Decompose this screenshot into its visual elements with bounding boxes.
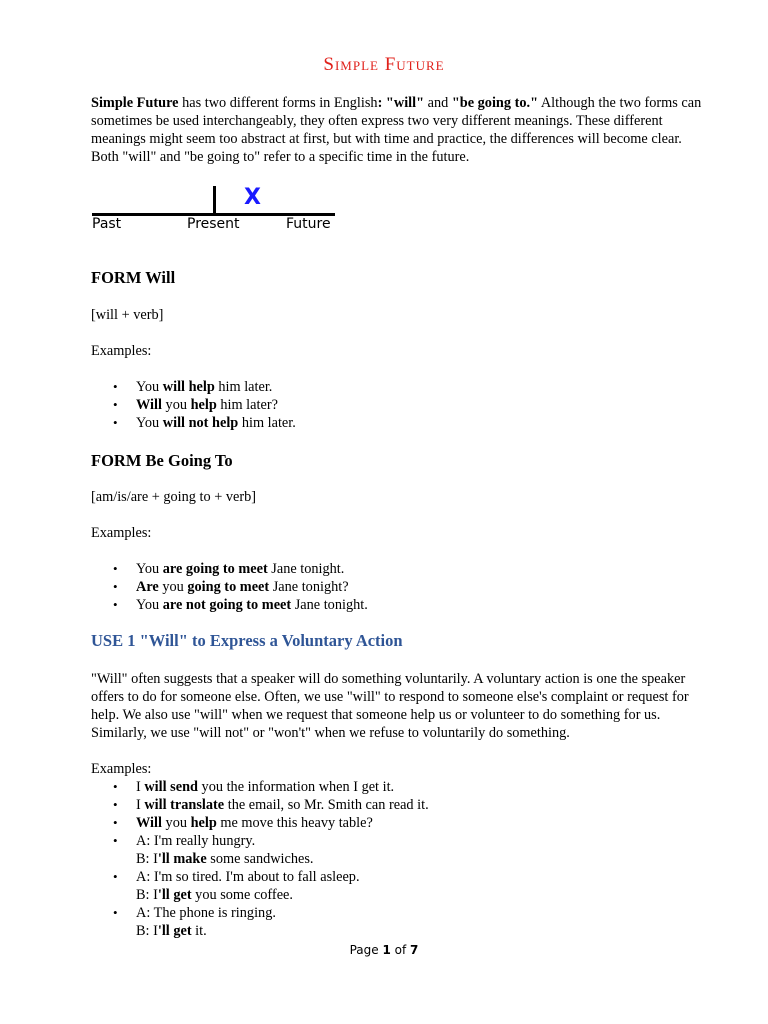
of-word: of <box>390 943 411 957</box>
bold-text: Will <box>136 397 162 413</box>
form-will-examples <box>91 378 296 432</box>
current-page: 1 <box>382 943 391 957</box>
form-going-formula: [am/is/are + going to + verb] <box>91 489 257 505</box>
text-run: you <box>161 815 191 831</box>
bullet-icon: • <box>113 833 118 848</box>
timeline-diagram <box>92 182 342 242</box>
bullet-icon: • <box>113 397 118 412</box>
timeline-future-label: Future <box>286 216 331 232</box>
example-line <box>136 796 429 814</box>
bullet-icon: • <box>113 597 118 612</box>
list-item <box>91 378 296 396</box>
text-run: You <box>136 561 163 577</box>
list-item <box>91 596 368 614</box>
bullet-icon: • <box>113 905 118 920</box>
bullet-icon: • <box>113 579 118 594</box>
intro-paragraph <box>91 94 711 166</box>
example-line <box>136 814 429 832</box>
bold-text: Will <box>136 815 162 831</box>
bold-text: 'll make <box>157 851 207 867</box>
bold-text: will not help <box>162 415 239 431</box>
list-item <box>91 814 429 832</box>
text-run: Jane tonight? <box>269 579 349 595</box>
text-run: You <box>136 379 163 395</box>
bold-text: going to meet <box>187 579 270 595</box>
bold-text: 'll get <box>157 887 192 903</box>
text-run: you the information when I get it. <box>197 779 395 795</box>
example-line <box>136 868 429 886</box>
form-will-heading: FORM Will <box>91 268 176 287</box>
list-item <box>91 796 429 814</box>
use1-examples <box>91 778 429 940</box>
form-going-heading: FORM Be Going To <box>91 451 233 470</box>
list-item <box>91 414 296 432</box>
bullet-icon: • <box>113 415 118 430</box>
bold-text: help <box>190 815 217 831</box>
total-pages: 7 <box>410 943 419 957</box>
bold-text: : "will" <box>377 95 425 111</box>
example-line <box>136 832 429 850</box>
text-run: the email, so Mr. Smith can read it. <box>224 797 429 813</box>
text-run: you some coffee. <box>191 887 293 903</box>
bold-text: Simple Future <box>91 95 179 111</box>
bullet-icon: • <box>113 869 118 884</box>
text-run: has two different forms in English <box>178 95 378 111</box>
example-line <box>136 886 429 904</box>
text-run: I <box>136 779 145 795</box>
use1-heading: USE 1 "Will" to Express a Voluntary Action <box>91 631 403 650</box>
text-run: and <box>424 95 452 111</box>
text-run: I <box>136 797 145 813</box>
bullet-icon: • <box>113 815 118 830</box>
text-run: A: I'm so tired. I'm about to fall asleep. <box>136 869 360 885</box>
use1-paragraph: "Will" often suggests that a speaker will do something voluntarily. A voluntary action is one the speaker offers to do for someone else. Often, we use "will" to respond to someone else's complaint or request for help. We also use "will" when we request that someone help us or volunteer to do something for us. Similarly, we use "will not" or "won't" when we refuse to voluntarily do something. <box>91 671 689 741</box>
use1-examples-label: Examples: <box>91 761 152 777</box>
bullet-icon: • <box>113 797 118 812</box>
bold-text: are not going to meet <box>162 597 292 613</box>
example-line <box>136 904 429 922</box>
bold-text: Are <box>136 579 159 595</box>
text-run: Jane tonight. <box>267 561 345 577</box>
list-item <box>91 396 296 414</box>
bold-text: "be going to." <box>451 95 539 111</box>
text-run: you <box>158 579 188 595</box>
text-run: him later. <box>238 415 296 431</box>
text-run: him later. <box>214 379 273 395</box>
text-run: B: I <box>136 923 158 939</box>
text-run: Although the two forms can sometimes be used interchangeably, they often express two very different meanings. These different meanings might seem too abstract at first, but with time and practice, the differences will become clear. Both "will" and "be going to" refer to a specific time in the future. <box>91 95 702 165</box>
timeline-present-label: Present <box>187 216 240 232</box>
present-tick <box>213 186 216 214</box>
text-run: Jane tonight. <box>291 597 368 613</box>
text-run: A: The phone is ringing. <box>136 905 276 921</box>
page-title: Simple Future <box>323 54 445 75</box>
future-marker: X <box>244 185 261 210</box>
text-run: it. <box>191 923 207 939</box>
page-word: Page <box>349 943 383 957</box>
bullet-icon: • <box>113 379 118 394</box>
bold-text: will translate <box>144 797 225 813</box>
bold-text: help <box>190 397 217 413</box>
list-item <box>91 578 368 596</box>
example-line <box>136 850 429 868</box>
text-run: B: I <box>136 887 158 903</box>
text-run: You <box>136 415 163 431</box>
timeline-past-label: Past <box>92 216 122 232</box>
list-item <box>91 868 429 904</box>
bullet-icon: • <box>113 561 118 576</box>
text-run: me move this heavy table? <box>216 815 373 831</box>
text-run: some sandwiches. <box>206 851 314 867</box>
list-item <box>91 904 429 940</box>
text-run: you <box>161 397 191 413</box>
bullet-icon: • <box>113 779 118 794</box>
text-run: B: I <box>136 851 158 867</box>
form-going-examples-label: Examples: <box>91 525 152 541</box>
example-line <box>136 778 429 796</box>
page-footer <box>0 943 768 957</box>
bold-text: will send <box>144 779 198 795</box>
text-run: A: I'm really hungry. <box>136 833 256 849</box>
example-line <box>136 922 429 940</box>
bold-text: will help <box>162 379 215 395</box>
bold-text: 'll get <box>157 923 192 939</box>
list-item <box>91 778 429 796</box>
text-run: You <box>136 597 163 613</box>
form-will-examples-label: Examples: <box>91 343 152 359</box>
form-will-formula: [will + verb] <box>91 307 164 323</box>
bold-text: are going to meet <box>162 561 268 577</box>
list-item <box>91 560 368 578</box>
text-run: him later? <box>216 397 278 413</box>
list-item <box>91 832 429 868</box>
form-going-examples <box>91 560 368 614</box>
